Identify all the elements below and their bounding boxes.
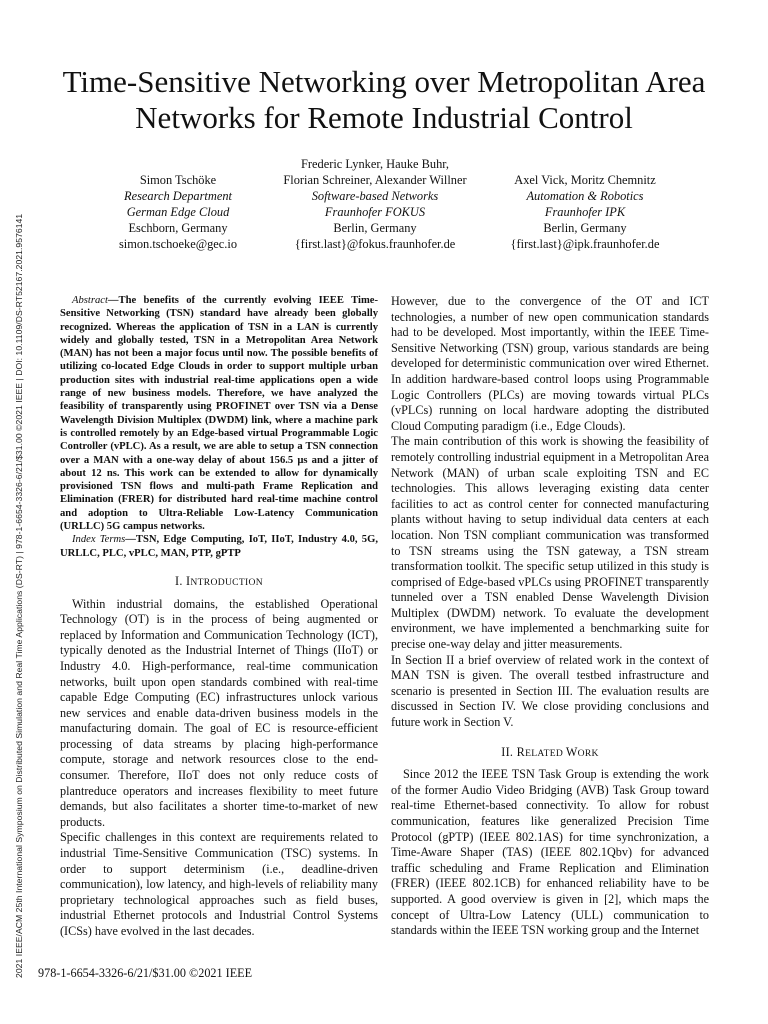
abstract-label: Abstract [72,295,108,306]
page-footer: 978-1-6654-3326-6/21/$31.00 ©2021 IEEE [38,966,253,980]
author-block-2 [240,156,510,252]
section-heading-related-work: II. RELATED WORK [501,744,599,759]
author-names-line2: Florian Schreiner, Alexander Willner [283,173,467,187]
author-city: Eschborn, Germany [128,221,228,235]
author-email: {first.last}@ipk.fraunhofer.de [510,237,660,251]
author-organization: German Edge Cloud [126,205,230,219]
author-block-3 [480,172,690,252]
left-column [60,294,378,940]
section-heading-introduction: I. INTRODUCTION [174,573,263,588]
author-department: Research Department [124,189,232,203]
index-terms [60,533,378,560]
intro-paragraph-3: However, due to the convergence of the OT and ICT technologies, a number of new open communication standards had to be developed. Most importantly, within the IEEE Time-Sensitive Networking (TSN) group, various standards are being developed for deterministic communication over wired Ethernet. In addition hardware-based control loops using Programmable Logic Controllers (PLCs) are moving towards virtual PLCs (vPLCs) running on local hardware adopting the distributed Cloud Computing paradigm (i.e., Edge Clouds). [391,294,709,433]
abstract-text: —The benefits of the currently evolving IEEE Time-Sensitive Networking (TSN) standard have already been globally recognized. Whereas the application of TSN in a LAN is currently widely and globally tested, TSN in a Metropolitan Area Network (MAN) has not been a major focus until now. The possible benefits of utilizing co-located Edge Clouds in order to support multiple urban production sites with industrial real-time applications open a wide range of new business models. Therefore, we have analyzed the feasibility of transparently using PROFINET over TSN via a Dense Wavelength Division Multiplex (DWDM) link, where a machine park is controlled remotely by an Edge-based virtual Programmable Logic Controller (vPLC). As a result, we are able to setup a TSN connection over a MAN with a one-way delay of about 156.5 µs and a jitter of about 12 ns. This work can be extended to allow for dynamically provisioned TSN flows and multi-path Frame Replication and Elimination (FRER) for distributed hard real-time machine control and adoption to Ultra-Reliable Low-Latency Communication (URLLC) 5G campus networks. [60,295,378,533]
related-work-paragraph-1: Since 2012 the IEEE TSN Task Group is extending the work of the former Audio Video Bridging (AVB) Task Group toward real-time Ethernet-based connectivity. To allow for robust communication, features like generalized Precision Time Protocol (gPTP) (IEEE 802.1AS) for time synchronization, a Time-Aware Shaper (TAS) (IEEE 802.1Qbv) for advanced traffic scheduling and Frame Replication and Elimination (FRER) (IEEE 802.1CB) for enhanced reliability have to be supported. A good overview is given in [2], which maps the concept of Ultra-Low Latency (ULL) communication to standards within the IEEE TSN working group and the Internet [391,767,709,938]
author-names-line1: Frederic Lynker, Hauke Buhr, [301,157,449,171]
index-terms-text: —TSN, Edge Computing, IoT, IIoT, Industry 4.0, 5G, URLLC, PLC, vPLC, MAN, PTP, gPTP [60,534,378,559]
intro-paragraph-4: The main contribution of this work is showing the feasibility of remotely controlling industrial equipment in a Metropolitan Area Network (MAN) of urban scale exploiting TSN and EC technologies. This allows leveraging existing data center facilities to act as control center for connected manufacturing plants without having to setup individual data centers at each location. Non TSN compliant communication was transformed to TSN streams using the TSN gateway, a TSN stream transformation toolkit. The specific setup utilized in this study is comprised of Edge-based vPLCs using PROFINET transparently tunneled over a TSN enabled Dense Wavelength Division Multiplex (DWDM) network. To evaluate the development environment, we have implemented a benchmarking suite for precise one-way delay and jitter measurements. [391,434,709,652]
author-city: Berlin, Germany [543,221,627,235]
author-email: simon.tschoeke@gec.io [118,237,238,251]
author-organization: Fraunhofer FOKUS [324,205,426,219]
author-name: Simon Tschöke [139,173,217,187]
abstract [60,294,378,533]
right-column [391,294,709,939]
author-city: Berlin, Germany [333,221,417,235]
author-organization: Fraunhofer IPK [544,205,626,219]
author-name: Axel Vick, Moritz Chemnitz [514,173,656,187]
side-citation-strip: 2021 IEEE/ACM 25th International Symposium on Distributed Simulation and Real Time Applications (DS-RT) | 978-1-6654-3326-6/21/$31.00 ©2021 IEEE | DOI: 10.1109/DS-RT52167.2021.9576141 [14,213,24,978]
paper-title: Time-Sensitive Networking over Metropolitan Area Networks for Remote Industrial Control [62,64,706,135]
author-department: Software-based Networks [311,189,439,203]
intro-paragraph-5: In Section II a brief overview of related work in the context of MAN TSN is given. The overall testbed infrastructure and scenario is presented in Section III. The evaluation results are discussed in Section IV. We close providing conclusions and future work in Section V. [391,652,709,730]
index-terms-label: Index Terms [72,534,126,546]
intro-paragraph-2: Specific challenges in this context are requirements related to industrial Time-Sensitive Communication (TSC) systems. In order to support determinism (i.e., deadline-driven communication), low latency, and high-levels of reliability many proprietary technological approaches such as field buses, industrial Ethernet protocols and Industrial Control Systems (ICSs) have evolved in the last decades. [60,830,378,938]
author-email: {first.last}@fokus.fraunhofer.de [294,237,456,251]
intro-paragraph-1: Within industrial domains, the established Operational Technology (OT) is in the process of being augmented or replaced by Information and Communication Technology (ICT), typically denoted as the Industrial Internet of Things (IIoT) or Industry 4.0. High-performance, real-time communication networks, built upon open standards combined with real-time capable Edge Computing (EC) infrastructures unlock various new services and enable data-driven business models in the manufacturing domain. The goal of EC is resource-efficient processing of data streams by placing high-performance compute, storage and network resources close to the end-consumer. Therefore, IIoT does not only reduce costs of plantreduce operators and increases flexibility to meet future demands, but also facilitates a shorter time-to-market of new products. [60,596,378,829]
author-department: Automation & Robotics [526,189,644,203]
